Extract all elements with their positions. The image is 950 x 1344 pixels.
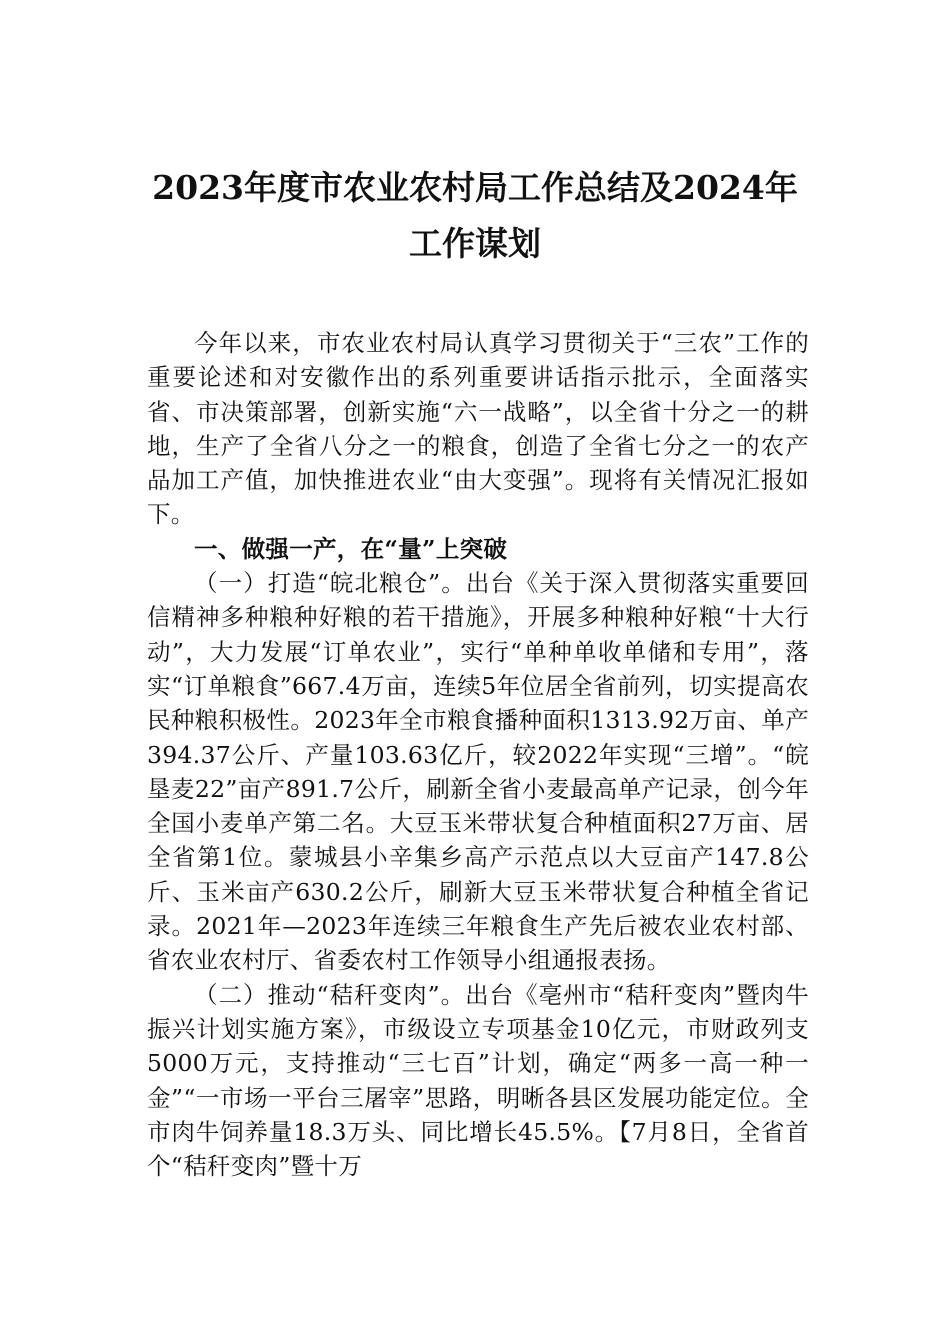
document-body xyxy=(147,326,809,1183)
title-line-1: 2023年度市农业农村局工作总结及2024年 xyxy=(152,168,798,207)
document-title xyxy=(100,160,850,272)
paragraph-item-2: （二）推动“秸秆变肉”。出台《亳州市“秸秆变肉”暨肉牛振兴计划实施方案》，市级设立专项基金10亿元，市财政列支5000万元，支持推动“三七百”计划，确定“两多一高一种一金”“一市场一平台三屠宰”思路，明晰各县区发展功能定位。全市肉牛饲养量18.3万头、同比增长45.5%。【7月8日，全省首个“秸秆变肉”暨十万 xyxy=(147,980,809,1181)
paragraph-item-1: （一）打造“皖北粮仓”。出台《关于深入贯彻落实重要回信精神多种粮种好粮的若干措施》，开展多种粮种好粮“十大行动”，大力发展“订单农业”，实行“单种单收单储和专用”，落实“订单粮食”667.4万亩，连续5年位居全省前列，切实提高农民种粮积极性。2023年全市粮食播种面积1313.92万亩、单产394.37公斤、产量103.63亿斤，较2022年实现“三增”。“皖垦麦22”亩产891.7公斤，刷新全省小麦最高单产记录，创今年全国小麦单产第二名。大豆玉米带状复合种植面积27万亩、居全省第1位。蒙城县小辛集乡高产示范点以大豆亩产147.8公斤、玉米亩产630.2公斤，刷新大豆玉米带状复合种植全省记录。2021年—2023年连续三年粮食生产先后被农业农村部、省农业农村厅、省委农村工作领导小组通报表扬。 xyxy=(147,569,809,975)
title-line-2: 工作谋划 xyxy=(409,224,541,263)
intro-paragraph: 今年以来，市农业农村局认真学习贯彻关于“三农”工作的重要论述和对安徽作出的系列重要讲话指示批示，全面落实省、市决策部署，创新实施“六一战略”，以全省十分之一的耕地，生产了全省八分之一的粮食，创造了全省七分之一的农产品加工产值，加快推进农业“由大变强”。现将有关情况汇报如下。 xyxy=(147,329,809,529)
section-heading-1: 一、做强一产，在“量”上突破 xyxy=(194,534,508,563)
